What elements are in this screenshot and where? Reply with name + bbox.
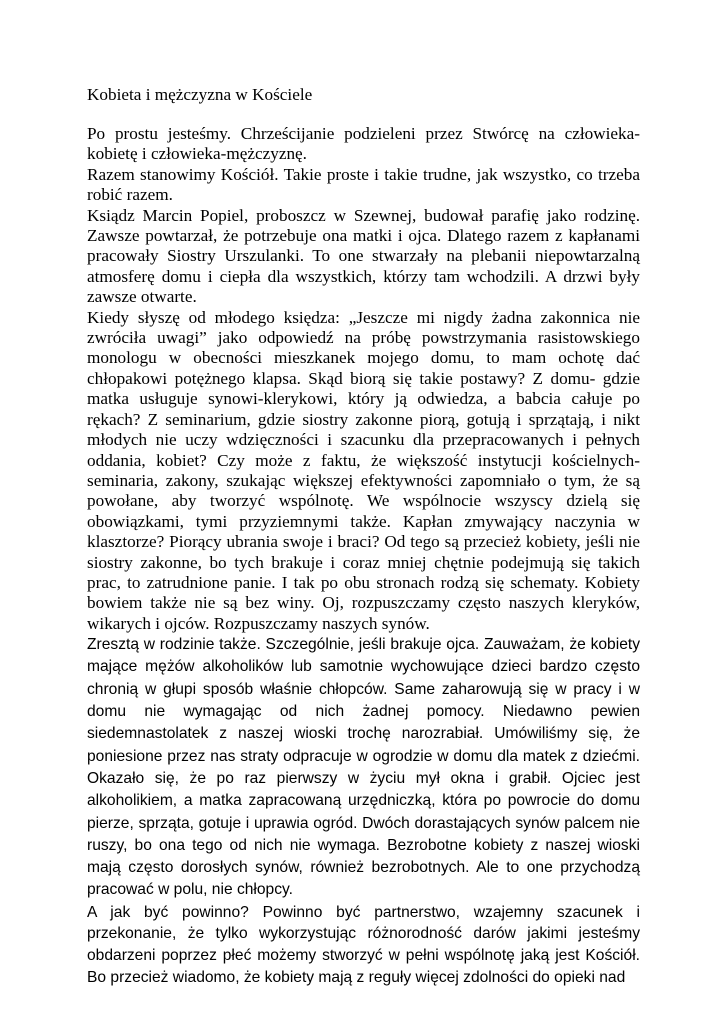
document-title: Kobieta i mężczyzna w Kościele	[87, 85, 313, 104]
paragraph-2: Razem stanowimy Kościół. Takie proste i takie trudne, jak wszystko, co trzeba robić razem.	[87, 164, 640, 205]
document-page	[87, 85, 640, 988]
paragraph-6: A jak być powinno? Powinno być partnerstwo, wzajemny szacunek i przekonanie, że tylko wykorzystując różnorodność darów jakimi jesteśmy obdarzeni poprzez płeć możemy stworzyć w pełni wspólnotę jaką jest Kościół. Bo przecież wiadomo, że kobiety mają z reguły więcej zdolności do opieki nad	[87, 903, 640, 986]
paragraph-4: Kiedy słyszę od młodego księdza: „Jeszcze mi nigdy żadna zakonnica nie zwróciła uwagi” jako odpowiedź na próbę powstrzymania rasistowskiego monologu w obecności mieszkanek mojego domu, to mam ochotę dać chłopakowi potężnego klapsa. Skąd biorą się takie postawy? Z domu- gdzie matka usługuje synowi-klerykowi, który ją odwiedza, a babcia całuje po rękach? Z seminarium, gdzie siostry zakonne piorą, gotują i sprzątają, i nikt młodych nie uczy wdzięczności i szacunku dla przepracowanych i pełnych oddania, kobiet? Czy może z faktu, że większość instytucji kościelnych- seminaria, zakony, szukając większej efektywności zapomniało o tym, że są powołane, aby tworzyć wspólnotę. We wspólnocie wszyscy dzielą się obowiązkami, tymi przyziemnymi także. Kapłan zmywający naczynia w klasztorze? Piorący ubrania swoje i braci? Od tego są przecież kobiety, jeśli nie siostry zakonne, bo tych brakuje i coraz mniej chętnie podejmują się takich prac, to zatrudnione panie. I tak po obu stronach rodzą się schematy. Kobiety bowiem także nie są bez winy. Oj, rozpuszczamy często naszych kleryków, wikarych i ojców. Rozpuszczamy naszych synów.	[87, 307, 640, 633]
paragraph-1: Po prostu jesteśmy. Chrześcijanie podzieleni przez Stwórcę na człowieka-kobietę i człowieka-mężczyznę.	[87, 124, 640, 164]
paragraph-3: Ksiądz Marcin Popiel, proboszcz w Szewnej, budował parafię jako rodzinę. Zawsze powtarzał, że potrzebuje ona matki i ojca. Dlatego razem z kapłanami pracowały Siostry Urszulanki. To one stwarzały na plebanii niepowtarzalną atmosferę domu i ciepła dla wszystkich, którzy tam wchodzili. A drzwi były zawsze otwarte.	[87, 205, 640, 307]
paragraph-5: Zresztą w rodzinie także. Szczególnie, jeśli brakuje ojca. Zauważam, że kobiety mające mężów alkoholików lub samotnie wychowujące dzieci bardzo często chronią w głupi sposób właśnie chłopców. Same zaharowują się w pracy i w domu nie wymagając od nich żadnej pomocy. Niedawno pewien siedemnastolatek z naszej wioski trochę narozrabiał. Umówiliśmy się, że poniesione przez nas straty odpracuje w ogrodzie w domu dla matek z dziećmi. Okazało się, że po raz pierwszy w życiu mył okna i grabił. Ojciec jest alkoholikiem, a matka zapracowaną urzędniczką, która po powrocie do domu pierze, sprząta, gotuje i uprawia ogród. Dwóch dorastających synów palcem nie ruszy, bo ona tego od nich nie wymaga. Bezrobotne kobiety z naszej wioski mają często dorosłych synów, również bezrobotnych. Ale to one przychodzą pracować w polu, nie chłopcy.	[87, 636, 640, 899]
